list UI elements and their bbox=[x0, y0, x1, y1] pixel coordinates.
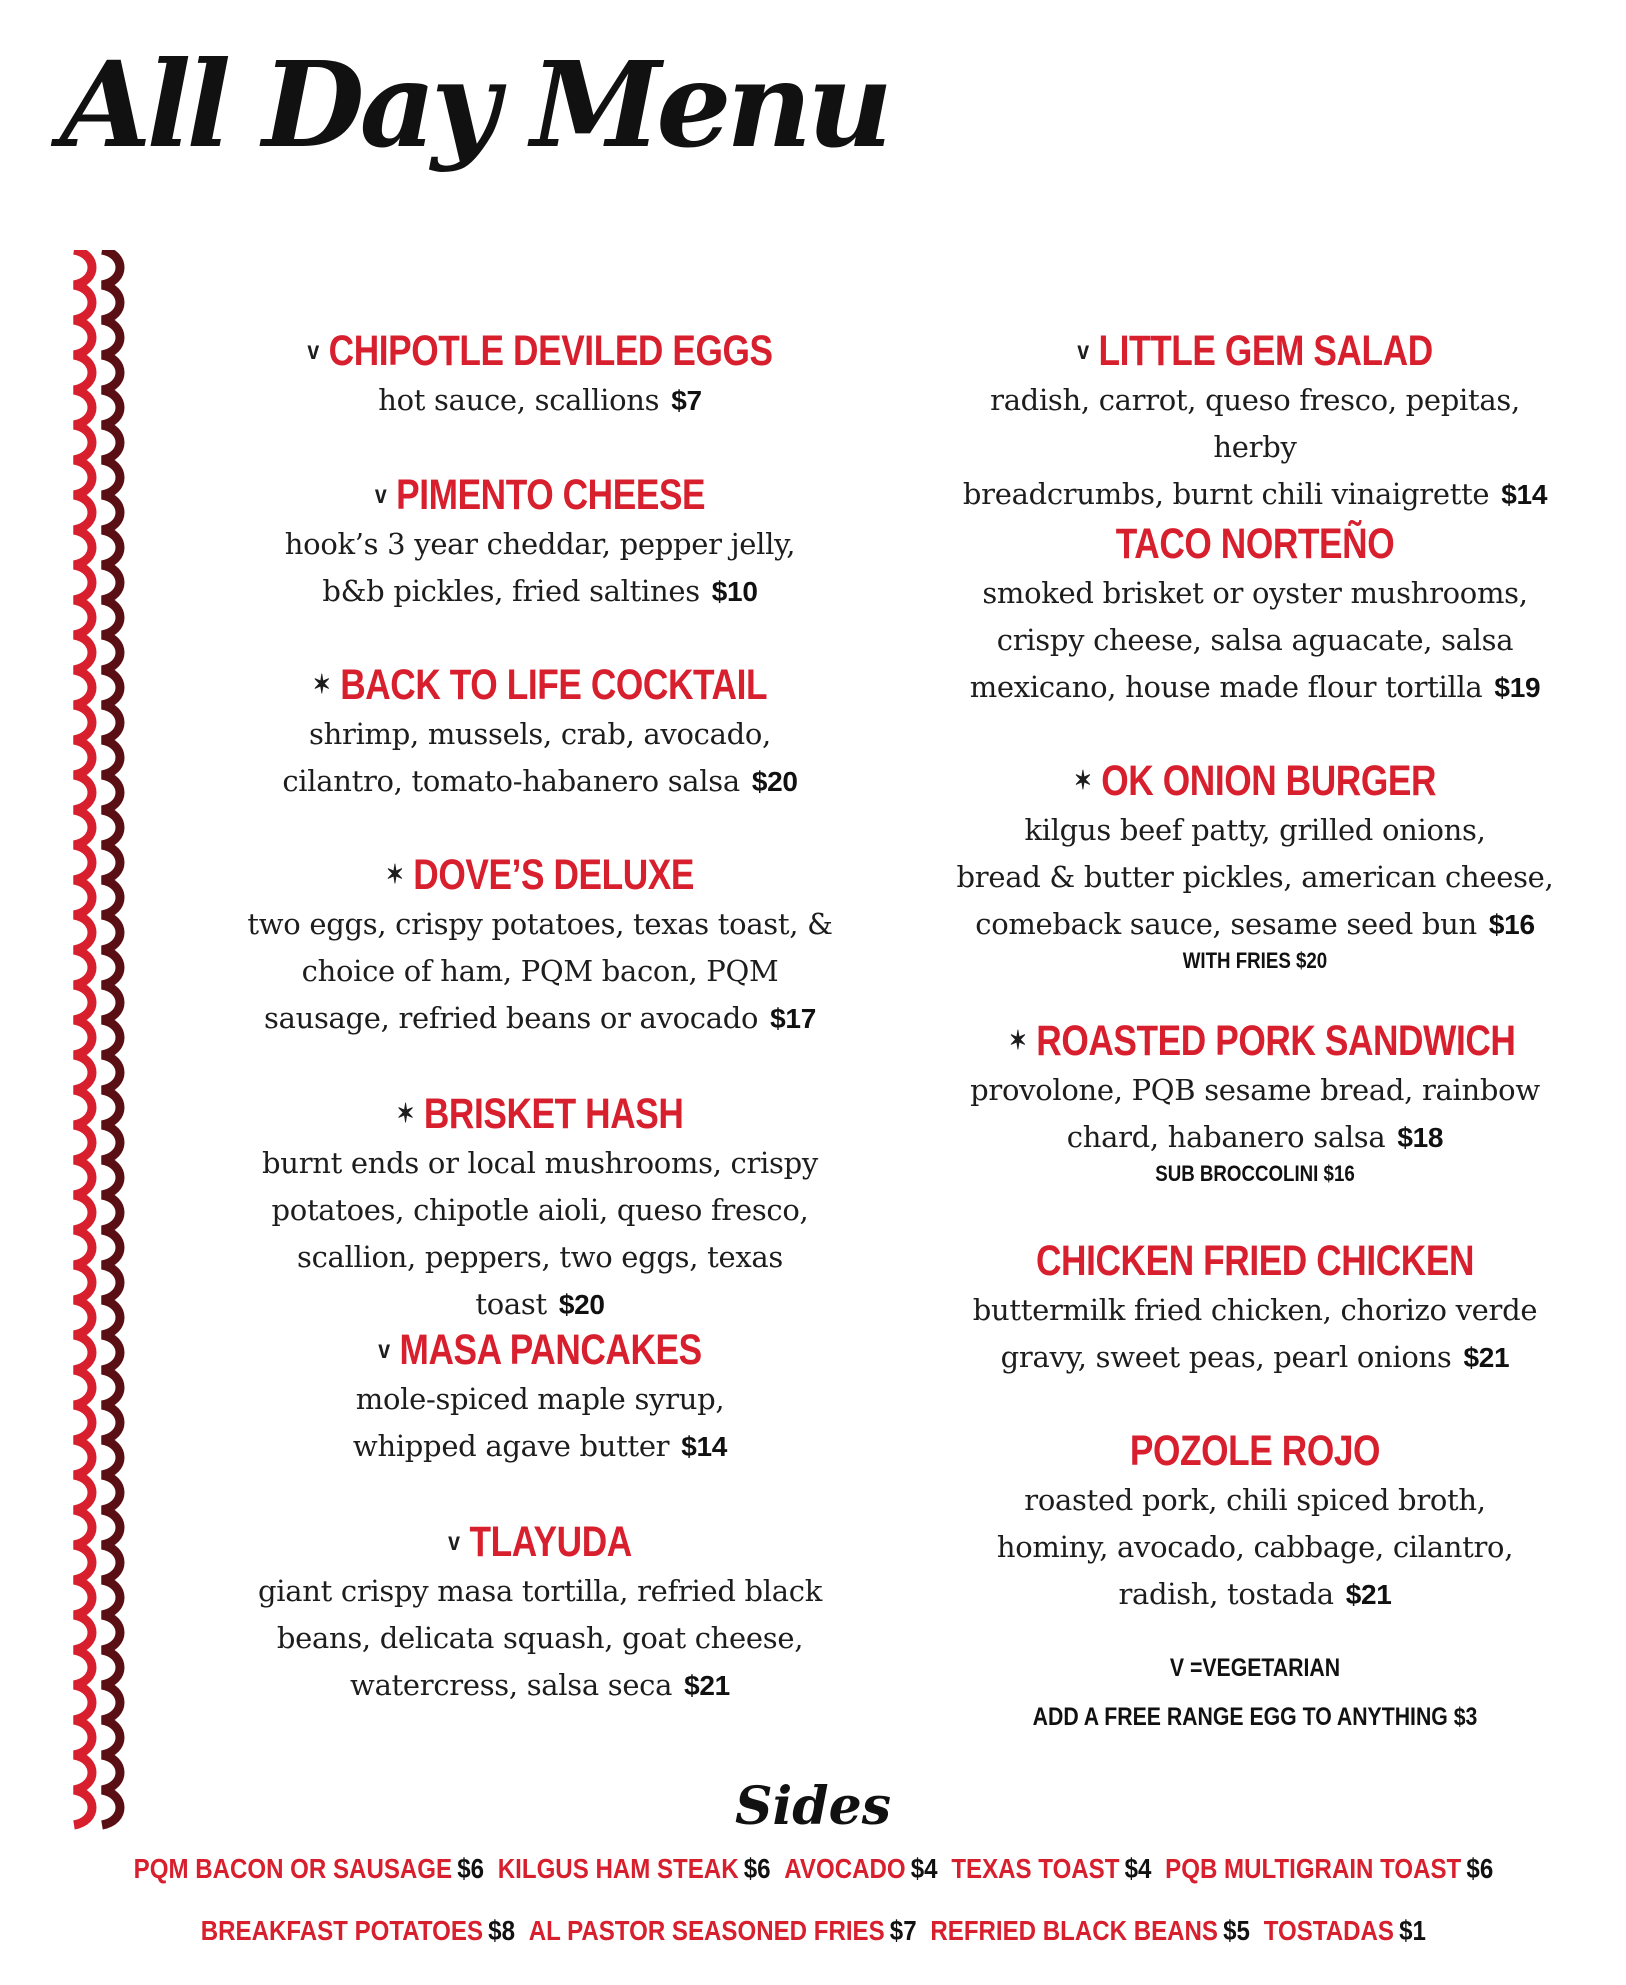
description-line bbox=[955, 901, 1555, 948]
vegetarian-legend: V =VEGETARIAN bbox=[1169, 1654, 1341, 1682]
description-line bbox=[955, 570, 1555, 617]
item-name bbox=[294, 324, 786, 377]
menu-item-roasted-pork-sandwich bbox=[955, 1014, 1555, 1187]
item-price: $21 bbox=[684, 1670, 730, 1701]
side-al-pastor-seasoned-fries bbox=[528, 1915, 916, 1946]
side-price: $4 bbox=[910, 1853, 938, 1884]
description-text: potatoes, chipotle aioli, queso fresco, bbox=[271, 1193, 809, 1227]
description-text: provolone, PQB sesame bread, rainbow bbox=[970, 1073, 1540, 1107]
description-text: bread & butter pickles, american cheese, bbox=[956, 860, 1554, 894]
item-description bbox=[240, 377, 840, 424]
description-text: gravy, sweet peas, pearl onions bbox=[1000, 1340, 1452, 1374]
side-name: KILGUS HAM STEAK bbox=[497, 1853, 739, 1884]
description-text: mexicano, house made flour tortilla bbox=[969, 670, 1483, 704]
description-line bbox=[955, 1067, 1555, 1114]
description-line bbox=[240, 1376, 840, 1423]
menu-item-chipotle-deviled-eggs bbox=[240, 324, 840, 424]
wave-stroke-dark bbox=[102, 250, 120, 1825]
description-line bbox=[240, 1423, 840, 1470]
description-line bbox=[955, 1334, 1555, 1381]
side-price: $8 bbox=[487, 1915, 515, 1946]
item-price: $19 bbox=[1494, 672, 1541, 703]
side-price: $5 bbox=[1222, 1915, 1250, 1946]
vegetarian-mark: v bbox=[378, 1334, 390, 1364]
side-name: AVOCADO bbox=[783, 1853, 906, 1884]
description-line bbox=[955, 1524, 1555, 1571]
description-line bbox=[955, 1114, 1555, 1161]
vegetarian-mark: v bbox=[374, 479, 387, 509]
item-title: OK ONION BURGER bbox=[1101, 757, 1437, 805]
vegetarian-mark: v bbox=[1077, 335, 1089, 365]
side-pqb-multigrain-toast bbox=[1165, 1853, 1493, 1884]
item-description bbox=[955, 1287, 1555, 1381]
description-line bbox=[955, 1477, 1555, 1524]
sides-row-2 bbox=[0, 1915, 1626, 1947]
egg-addon-note: ADD A FREE RANGE EGG TO ANYTHING $3 bbox=[1032, 1703, 1478, 1731]
side-name: AL PASTOR SEASONED FRIES bbox=[528, 1915, 885, 1946]
description-line bbox=[240, 568, 840, 615]
description-line bbox=[240, 948, 840, 995]
item-price: $7 bbox=[671, 385, 702, 416]
description-line bbox=[955, 664, 1555, 711]
decorative-wave-border bbox=[66, 250, 146, 1830]
description-text: scallion, peppers, two eggs, texas toast bbox=[297, 1240, 783, 1321]
side-name: REFRIED BLACK BEANS bbox=[930, 1915, 1218, 1946]
menu-item-pozole-rojo bbox=[955, 1425, 1555, 1618]
item-price: $14 bbox=[1501, 479, 1548, 510]
item-option-note: WITH FRIES $20 bbox=[1182, 948, 1328, 973]
side-price: $1 bbox=[1398, 1915, 1426, 1946]
description-line bbox=[240, 901, 840, 948]
side-tostadas bbox=[1263, 1915, 1425, 1946]
item-title: ROASTED PORK SANDWICH bbox=[1036, 1017, 1516, 1065]
description-text: hominy, avocado, cabbage, cilantro, bbox=[996, 1530, 1514, 1564]
menu-title: All Day Menu bbox=[60, 35, 888, 174]
description-text: roasted pork, chili spiced broth, bbox=[1024, 1483, 1486, 1517]
description-line bbox=[955, 377, 1555, 471]
description-text: radish, carrot, queso fresco, pepitas, herby bbox=[990, 383, 1520, 464]
item-description bbox=[240, 711, 840, 805]
item-description bbox=[240, 521, 840, 615]
side-pqm-bacon-or-sausage bbox=[133, 1853, 483, 1884]
item-price: $16 bbox=[1488, 909, 1535, 940]
description-line bbox=[955, 854, 1555, 901]
menu-item-ok-onion-burger bbox=[955, 754, 1555, 974]
description-line bbox=[240, 521, 840, 568]
item-title: BRISKET HASH bbox=[423, 1090, 684, 1138]
star-mark: ✶ bbox=[1009, 1025, 1027, 1055]
description-line bbox=[955, 617, 1555, 664]
description-text: kilgus beef patty, grilled onions, bbox=[1024, 813, 1486, 847]
description-line bbox=[240, 1568, 840, 1615]
sides-heading: Sides bbox=[734, 1776, 892, 1837]
description-text: watercress, salsa seca bbox=[350, 1668, 673, 1702]
item-name bbox=[1009, 518, 1501, 570]
menu-item-pimento-cheese bbox=[240, 468, 840, 615]
side-price: $6 bbox=[743, 1853, 771, 1884]
item-title: CHIPOTLE DEVILED EGGS bbox=[328, 327, 773, 375]
description-text: b&b pickles, fried saltines bbox=[322, 574, 700, 608]
description-text: shrimp, mussels, crab, avocado, bbox=[309, 717, 771, 751]
side-price: $7 bbox=[889, 1915, 917, 1946]
item-description bbox=[240, 901, 840, 1042]
item-price: $14 bbox=[681, 1431, 728, 1462]
item-title: TLAYUDA bbox=[469, 1518, 632, 1566]
item-description bbox=[240, 1140, 840, 1328]
description-text: comeback sauce, sesame seed bun bbox=[975, 907, 1477, 941]
item-title: PIMENTO CHEESE bbox=[396, 471, 706, 519]
menu-item-back-to-life-cocktail bbox=[240, 658, 840, 805]
side-kilgus-ham-steak bbox=[497, 1853, 770, 1884]
item-description bbox=[955, 570, 1555, 711]
description-text: chard, habanero salsa bbox=[1066, 1120, 1386, 1154]
item-price: $18 bbox=[1397, 1122, 1444, 1153]
description-text: sausage, refried beans or avocado bbox=[264, 1001, 759, 1035]
item-option-note: SUB BROCCOLINI $16 bbox=[1155, 1161, 1355, 1186]
item-price: $17 bbox=[770, 1003, 816, 1034]
item-title: MASA PANCAKES bbox=[399, 1326, 702, 1374]
item-title: POZOLE ROJO bbox=[1129, 1427, 1381, 1475]
item-title: BACK TO LIFE COCKTAIL bbox=[340, 661, 768, 709]
description-line bbox=[240, 1662, 840, 1709]
item-name bbox=[1009, 1425, 1501, 1477]
menu-item-chicken-fried-chicken bbox=[955, 1235, 1555, 1381]
side-price: $6 bbox=[456, 1853, 484, 1884]
item-price: $20 bbox=[558, 1289, 605, 1320]
item-name bbox=[294, 1087, 786, 1140]
item-description bbox=[240, 1376, 840, 1470]
star-mark: ✶ bbox=[1073, 765, 1092, 795]
description-text: smoked brisket or oyster mushrooms, bbox=[982, 576, 1528, 610]
description-text: radish, tostada bbox=[1118, 1577, 1334, 1611]
item-name bbox=[294, 848, 786, 901]
side-name: PQM BACON OR SAUSAGE bbox=[133, 1853, 452, 1884]
side-price: $4 bbox=[1124, 1853, 1151, 1884]
item-description bbox=[955, 1477, 1555, 1618]
item-name bbox=[1009, 1014, 1516, 1067]
item-name bbox=[1009, 1235, 1501, 1287]
item-description bbox=[955, 807, 1555, 948]
menu-item-dove-s-deluxe bbox=[240, 848, 840, 1042]
description-line bbox=[240, 1187, 840, 1234]
description-line bbox=[240, 1234, 840, 1328]
description-line bbox=[240, 711, 840, 758]
item-title: TACO NORTEÑO bbox=[1115, 520, 1395, 568]
item-title: CHICKEN FRIED CHICKEN bbox=[1035, 1237, 1475, 1285]
star-mark: ✶ bbox=[385, 859, 404, 889]
description-text: burnt ends or local mushrooms, crispy bbox=[262, 1146, 818, 1180]
description-text: mole-spiced maple syrup, bbox=[355, 1382, 725, 1416]
description-text: cilantro, tomato-habanero salsa bbox=[282, 764, 740, 798]
description-text: hook’s 3 year cheddar, pepper jelly, bbox=[284, 527, 796, 561]
vegetarian-mark: v bbox=[448, 1526, 460, 1556]
side-avocado bbox=[784, 1853, 937, 1884]
menu-item-brisket-hash bbox=[240, 1087, 840, 1328]
side-breakfast-potatoes bbox=[200, 1915, 514, 1946]
item-name bbox=[1009, 754, 1501, 807]
item-description bbox=[955, 1067, 1555, 1161]
description-line bbox=[955, 1571, 1555, 1618]
description-line bbox=[240, 758, 840, 805]
description-line bbox=[955, 807, 1555, 854]
description-text: giant crispy masa tortilla, refried black bbox=[258, 1574, 822, 1608]
wave-stroke-red bbox=[74, 250, 92, 1825]
item-name bbox=[294, 658, 786, 711]
vegetarian-mark: v bbox=[307, 335, 319, 365]
description-text: hot sauce, scallions bbox=[378, 383, 660, 417]
item-name bbox=[294, 1323, 786, 1376]
description-line bbox=[240, 1140, 840, 1187]
side-texas-toast bbox=[951, 1853, 1151, 1884]
description-line bbox=[955, 471, 1555, 518]
item-price: $10 bbox=[711, 576, 758, 607]
side-name: TEXAS TOAST bbox=[950, 1853, 1120, 1884]
description-text: crispy cheese, salsa aguacate, salsa bbox=[996, 623, 1514, 657]
menu-item-masa-pancakes bbox=[240, 1323, 840, 1470]
description-text: choice of ham, PQM bacon, PQM bbox=[301, 954, 779, 988]
star-mark: ✶ bbox=[396, 1098, 415, 1128]
description-line bbox=[240, 377, 840, 424]
description-line bbox=[240, 995, 840, 1042]
description-text: whipped agave butter bbox=[352, 1429, 670, 1463]
description-line bbox=[240, 1615, 840, 1662]
description-line bbox=[955, 1287, 1555, 1334]
star-mark: ✶ bbox=[312, 669, 331, 699]
side-refried-black-beans bbox=[930, 1915, 1250, 1946]
description-text: buttermilk fried chicken, chorizo verde bbox=[972, 1293, 1538, 1327]
item-name bbox=[1009, 324, 1501, 377]
menu-item-tlayuda bbox=[240, 1515, 840, 1709]
item-title: LITTLE GEM SALAD bbox=[1098, 327, 1433, 375]
sides-row-1 bbox=[0, 1853, 1626, 1885]
description-text: two eggs, crispy potatoes, texas toast, & bbox=[247, 907, 833, 941]
item-price: $21 bbox=[1345, 1579, 1392, 1610]
item-title: DOVE’S DELUXE bbox=[413, 851, 695, 899]
description-text: breadcrumbs, burnt chili vinaigrette bbox=[962, 477, 1490, 511]
side-name: PQB MULTIGRAIN TOAST bbox=[1164, 1853, 1461, 1884]
item-description bbox=[240, 1568, 840, 1709]
item-price: $21 bbox=[1463, 1342, 1510, 1373]
side-name: TOSTADAS bbox=[1263, 1915, 1394, 1946]
item-price: $20 bbox=[751, 766, 798, 797]
menu-item-taco-norte-o bbox=[955, 518, 1555, 711]
item-description bbox=[955, 377, 1555, 518]
side-price: $6 bbox=[1465, 1853, 1493, 1884]
item-name bbox=[294, 1515, 786, 1568]
description-text: beans, delicata squash, goat cheese, bbox=[276, 1621, 804, 1655]
menu-item-little-gem-salad bbox=[955, 324, 1555, 518]
item-name bbox=[294, 468, 786, 521]
side-name: BREAKFAST POTATOES bbox=[200, 1915, 483, 1946]
